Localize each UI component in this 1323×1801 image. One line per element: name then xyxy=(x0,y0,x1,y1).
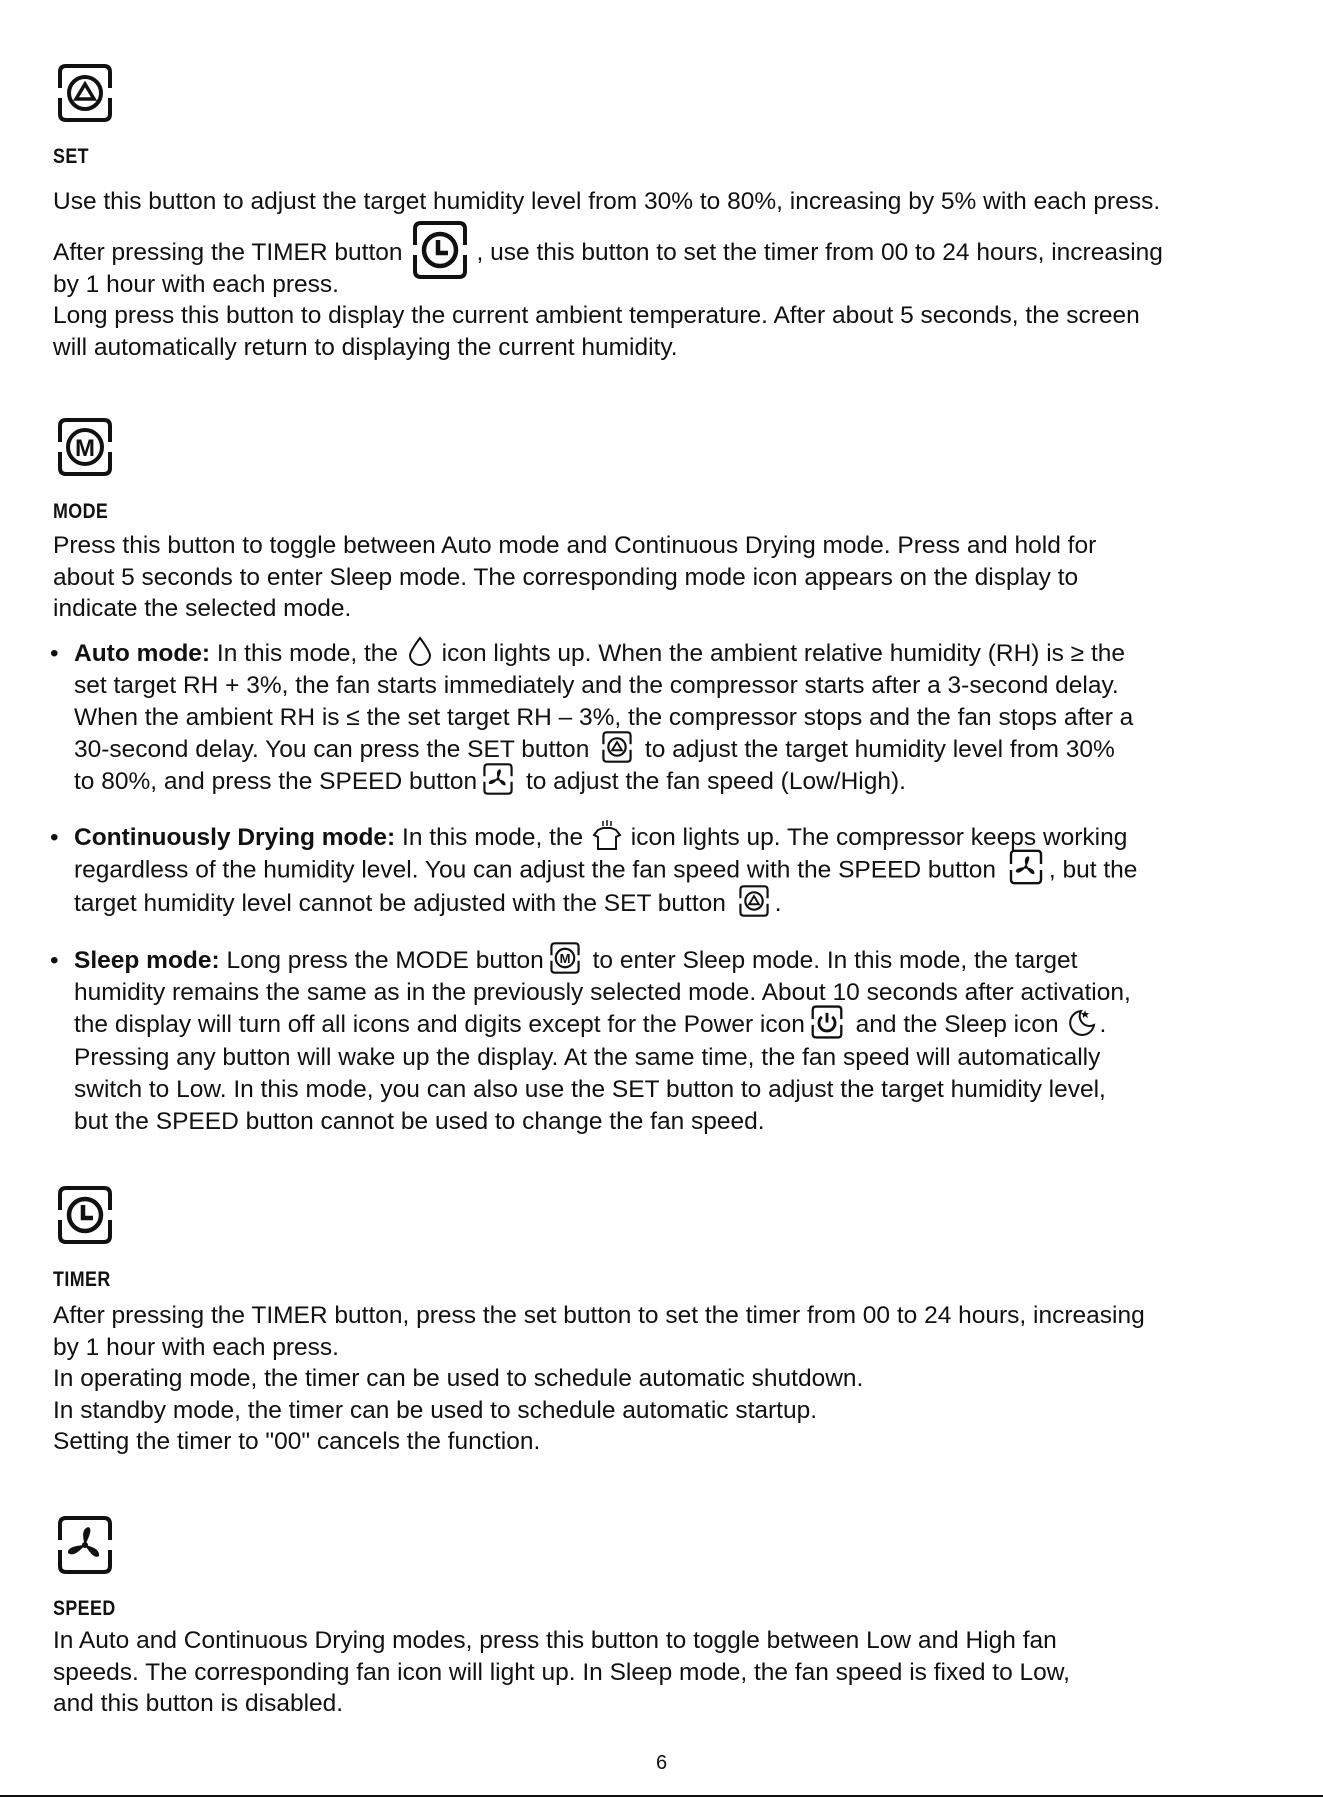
mode-label: MODE xyxy=(53,500,109,523)
mode-line-3: indicate the selected mode. xyxy=(53,595,352,622)
drying-shirt-icon xyxy=(592,819,622,851)
speed-line-3: and this button is disabled. xyxy=(53,1690,344,1717)
speed-button-icon-inline xyxy=(479,760,517,798)
speed-description xyxy=(53,1625,1303,1720)
power-icon xyxy=(807,1002,847,1042)
set-button-icon-inline xyxy=(598,728,636,766)
speed-line-1: In Auto and Continuous Drying modes, press this button to toggle between Low and High fan xyxy=(53,1627,1057,1654)
set-line-5: will automatically return to displaying the current humidity. xyxy=(53,333,678,361)
timer-line-3: In operating mode, the timer can be used to schedule automatic shutdown. xyxy=(53,1365,864,1392)
continuous-mode-title: Continuously Drying mode: xyxy=(74,824,396,851)
speed-label: SPEED xyxy=(53,1597,116,1620)
set-button-icon-inline xyxy=(735,882,773,920)
droplet-icon xyxy=(407,636,433,666)
continuous-mode-bullet: • Continuously Drying mode: In this mode, the icon lights up. The compressor keeps working regardless of the humidity level. You can adjust the fan speed with the SPEED button , but the target humidity level cannot be adjusted with the SET button . xyxy=(50,822,1303,920)
mode-line-2: about 5 seconds to enter Sleep mode. The corresponding mode icon appears on the display to xyxy=(53,563,1079,591)
speed-button-icon-inline xyxy=(1005,846,1047,888)
speed-fan-button-icon xyxy=(50,1510,120,1580)
set-line-3: by 1 hour with each press. xyxy=(53,270,339,298)
timer-description xyxy=(53,1300,1303,1458)
timer-button-icon xyxy=(405,233,475,267)
auto-mode-title: Auto mode: xyxy=(74,640,211,667)
set-description xyxy=(53,186,1303,218)
timer-button-icon xyxy=(50,1180,120,1250)
timer-line-5: Setting the timer to "00" cancels the function. xyxy=(53,1428,541,1455)
mode-button-icon-inline xyxy=(546,939,584,977)
mode-description xyxy=(53,530,1303,625)
set-timer-description xyxy=(53,237,1303,363)
timer-line-1: After pressing the TIMER button, press the set button to set the timer from 00 to 24 hours, increasing xyxy=(53,1302,1145,1329)
sleep-moon-icon xyxy=(1067,1007,1097,1037)
timer-line-4: In standby mode, the timer can be used to schedule automatic startup. xyxy=(53,1396,818,1424)
set-button-icon xyxy=(50,58,120,128)
timer-label: TIMER xyxy=(53,1268,111,1291)
page-number: 6 xyxy=(655,1752,668,1774)
set-line-2: After pressing the TIMER button , use this button to set the timer from 00 to 24 hours, increasing xyxy=(53,237,1303,269)
sleep-mode-title: Sleep mode: xyxy=(74,947,220,974)
sleep-mode-bullet: • Sleep mode: Long press the MODE button to enter Sleep mode. In this mode, the target humidity remains the same as in the previously selected mode. About 10 seconds after activation, the display will turn off all icons and digits except for the Power icon and the Sleep icon . Pressing any button will wake up the display. At the same time, the fan speed will automatically switch to Low. In this mode, you can also use the SET button to adjust the target humidity level, but the SPEED button cannot be used to change the fan speed. xyxy=(50,945,1303,1138)
set-line-4: Long press this button to display the current ambient temperature. After about 5 seconds, the screen xyxy=(53,302,1140,329)
timer-line-2: by 1 hour with each press. xyxy=(53,1333,339,1361)
set-line-1: Use this button to adjust the target humidity level from 30% to 80%, increasing by 5% with each press. xyxy=(53,188,1161,215)
speed-line-2: speeds. The corresponding fan icon will light up. In Sleep mode, the fan speed is fixed to Low, xyxy=(53,1658,1070,1686)
bottom-divider xyxy=(0,1795,1323,1797)
mode-line-1: Press this button to toggle between Auto mode and Continuous Drying mode. Press and hold for xyxy=(53,532,1097,559)
auto-mode-bullet: • Auto mode: In this mode, the icon lights up. When the ambient relative humidity (RH) is ≥ the set target RH + 3%, the fan starts immediately and the compressor starts after a 3-second delay. When the ambient RH is ≤ the set target RH – 3%, the compressor stops and the fan stops after a 30-second delay. You can press the SET button to adjust the target humidity level from 30% to 80%, and press the SPEED button to adjust the fan speed (Low/High). xyxy=(50,638,1303,798)
mode-button-icon xyxy=(50,412,120,482)
set-label: SET xyxy=(53,145,89,168)
